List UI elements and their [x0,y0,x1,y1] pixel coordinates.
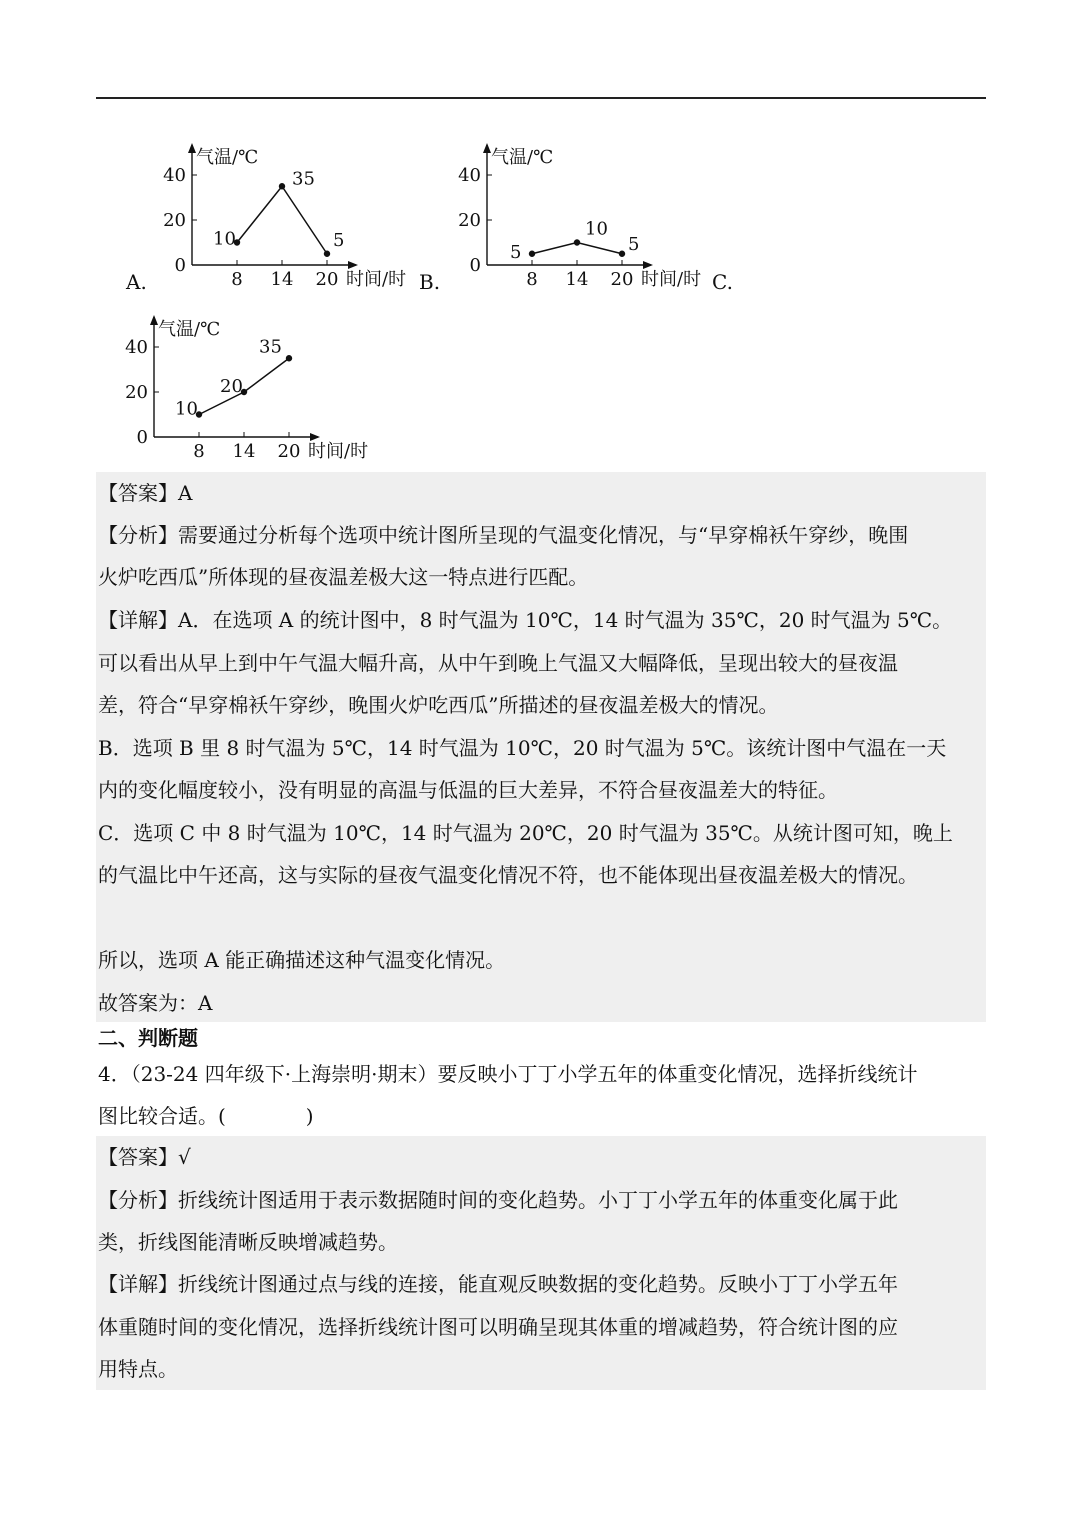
q4-analysis-line: 类，折线图能清晰反映增减趋势。 [98,1230,398,1254]
x-axis-label: 时间/时 [346,269,407,290]
q4-detail-line: 【详解】折线统计图通过点与线的连接，能直观反映数据的变化趋势。反映小丁丁小学五年 [98,1272,898,1296]
y-tick-label: 0 [469,255,481,276]
option-c-chart [122,307,402,467]
data-point [574,239,580,245]
x-axis-arrow [310,433,320,441]
header-rule [96,97,986,99]
x-tick-label: 14 [232,441,256,462]
y-tick-label: 20 [458,210,481,231]
x-tick-label: 20 [610,269,634,290]
data-point [286,355,292,361]
option-a-chart [160,135,440,295]
q4-detail-line: 用特点。 [98,1357,178,1381]
data-label: 10 [175,398,198,420]
temperature-line [199,358,289,414]
q3-final-answer: 故答案为：A [98,991,213,1015]
y-tick-label: 0 [174,255,186,276]
x-axis-label: 时间/时 [308,441,369,462]
data-label: 10 [213,228,236,250]
q3-detail-line: 差，符合“早穿棉袄午穿纱，晚围火炉吃西瓜”所描述的昼夜温差极大的情况。 [98,693,779,717]
q3-detail-line: C．选项 C 中 8 时气温为 10℃，14 时气温为 20℃，20 时气温为 35℃。从统计图可知，晚上 [98,821,953,845]
y-tick-label: 0 [136,427,148,448]
data-label: 20 [220,376,243,397]
q3-detail-line: 的气温比中午还高，这与实际的昼夜气温变化情况不符，也不能体现出昼夜温差极大的情况。 [98,863,918,887]
y-tick-label: 20 [125,382,148,403]
data-point [279,183,285,189]
y-axis-arrow [483,143,491,153]
option-b-chart [455,135,735,295]
x-tick-label: 8 [526,269,538,290]
x-tick-label: 8 [231,269,243,290]
q4-stem-line: 图比较合适。( ) [98,1104,314,1128]
data-point [324,251,330,257]
q3-detail-line: B．选项 B 里 8 时气温为 5℃，14 时气温为 10℃，20 时气温为 5℃。该统计图中气温在一天 [98,736,947,760]
x-axis-arrow [348,261,358,269]
y-tick-label: 20 [163,210,186,231]
x-tick-label: 20 [277,441,301,462]
data-label: 5 [628,233,640,255]
q3-detail-line: 内的变化幅度较小，没有明显的高温与低温的巨大差异，不符合昼夜温差大的特征。 [98,778,838,802]
q4-solution-box [96,1136,986,1390]
q3-detail-line: 【详解】A．在选项 A 的统计图中，8 时气温为 10℃，14 时气温为 35℃，20 时气温为 5℃。 [98,608,953,632]
q3-analysis-line: 【分析】需要通过分析每个选项中统计图所呈现的气温变化情况，与“早穿棉袄午穿纱，晚围 [98,523,909,547]
q3-answer: 【答案】A [98,481,193,505]
x-tick-label: 8 [193,441,205,462]
q4-analysis-line: 【分析】折线统计图适用于表示数据随时间的变化趋势。小丁丁小学五年的体重变化属于此 [98,1188,898,1212]
q3-conclusion: 所以，选项 A 能正确描述这种气温变化情况。 [98,948,506,972]
data-point [619,251,625,257]
data-label: 35 [259,336,282,358]
q4-stem-line: 4．（23-24 四年级下·上海崇明·期末）要反映小丁丁小学五年的体重变化情况，选择折线统计 [98,1062,918,1086]
option-c-letter: C. [712,270,733,294]
data-label: 5 [510,241,522,263]
y-tick-label: 40 [125,337,148,358]
q4-answer: 【答案】√ [98,1145,191,1169]
y-tick-label: 40 [163,165,186,186]
q3-detail-line: 可以看出从早上到中午气温大幅升高，从中午到晚上气温又大幅降低，呈现出较大的昼夜温 [98,651,898,675]
y-axis-label: 气温/℃ [196,147,259,168]
x-tick-label: 20 [315,269,339,290]
data-point [529,251,535,257]
y-axis-label: 气温/℃ [158,319,221,340]
y-axis-arrow [188,143,196,153]
x-tick-label: 14 [565,269,589,290]
y-tick-label: 40 [458,165,481,186]
y-axis-label: 气温/℃ [491,147,554,168]
data-label: 35 [292,168,315,190]
x-axis-arrow [643,261,653,269]
data-label: 5 [333,229,345,251]
option-b-letter: B. [419,270,441,294]
option-a-letter: A. [126,270,147,294]
section-heading: 二、判断题 [98,1026,198,1050]
x-axis-label: 时间/时 [641,269,702,290]
q3-analysis-line: 火炉吃西瓜”所体现的昼夜温差极大这一特点进行匹配。 [98,565,589,589]
q4-detail-line: 体重随时间的变化情况，选择折线统计图可以明确呈现其体重的增减趋势，符合统计图的应 [98,1315,898,1339]
y-axis-arrow [150,315,158,325]
data-label: 10 [585,218,608,240]
temperature-line [237,186,327,254]
x-tick-label: 14 [270,269,294,290]
